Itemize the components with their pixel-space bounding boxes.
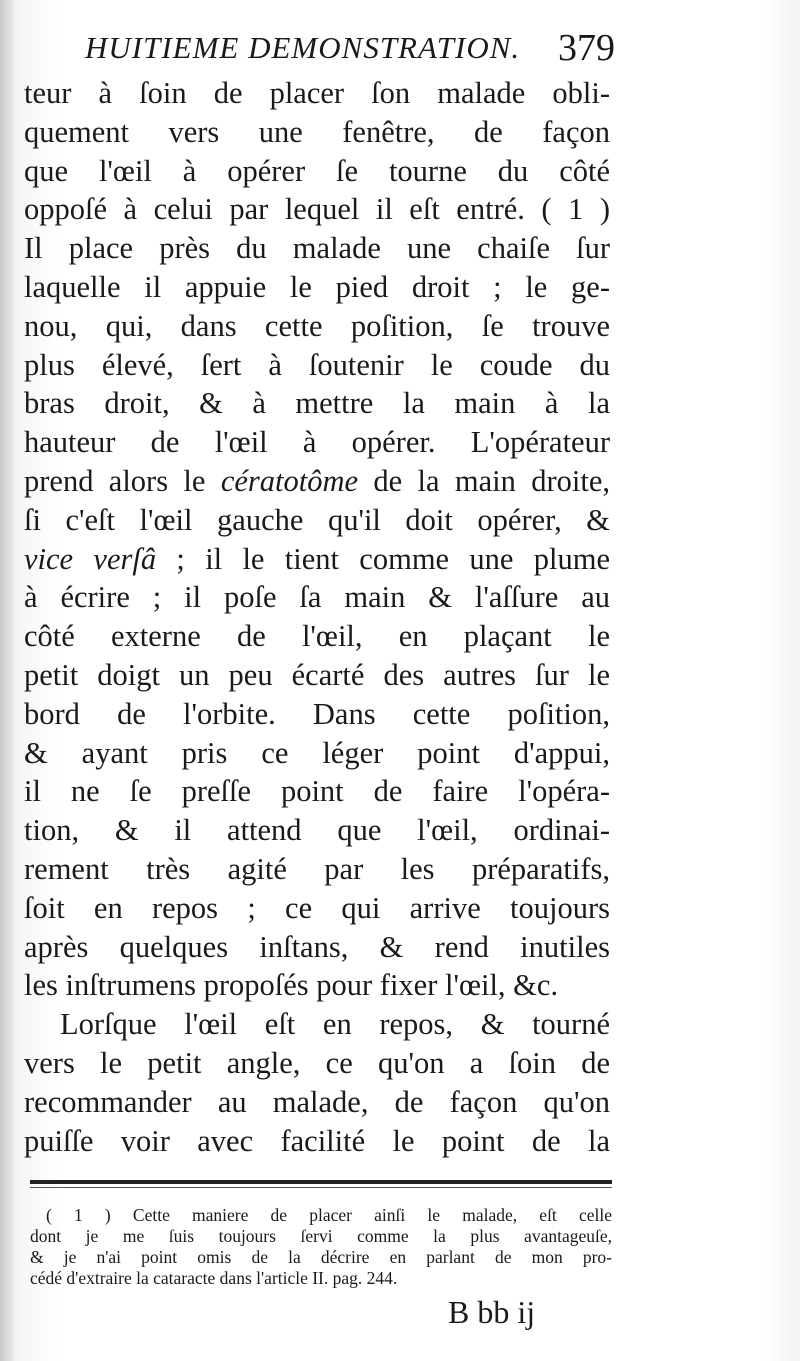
text-line: les inſtrumens propoſés pour fixer l'œil, &c. [24, 968, 559, 1003]
text-line: ſoit en repos ; ce qui arrive toujours [24, 890, 610, 925]
text-line: laquelle il appuie le pied droit ; le ge- [24, 269, 610, 304]
text-line: côté externe de l'œil, en plaçant le [24, 619, 610, 654]
text-line [24, 540, 610, 579]
text-line: que l'œil à opérer ſe tourne du côté [24, 153, 610, 188]
footnote-line: dont je me ſuis toujours ſervi comme la plus avantageuſe, [30, 1226, 612, 1246]
text-line: ſi c'eſt l'œil gauche qu'il doit opérer, & [24, 502, 610, 537]
page-spine-shadow [0, 0, 14, 1361]
text-line: bord de l'orbite. Dans cette poſition, [24, 696, 610, 731]
text-line: plus élevé, ſert à ſoutenir le coude du [24, 347, 610, 382]
text-segment: prend alors le [24, 463, 221, 498]
text-line: bras droit, & à mettre la main à la [24, 386, 610, 421]
text-line: puiſſe voir avec facilité le point de la [24, 1123, 610, 1158]
footnote-rule-thin [30, 1187, 612, 1188]
text-line: teur à ſoin de placer ſon malade obli- [24, 76, 610, 110]
signature-mark: B bb ij [448, 1294, 536, 1330]
body-text [24, 74, 610, 1160]
text-line: tion, & il attend que l'œil, ordinai- [24, 813, 610, 848]
text-line: rement très agité par les préparatifs, [24, 851, 610, 886]
italic-term: cératotôme [220, 463, 359, 498]
text-line: quement vers une fenêtre, de façon [24, 114, 610, 149]
text-line: après quelques inſtans, & rend inutiles [24, 929, 610, 964]
text-line [24, 462, 610, 501]
footnote [30, 1205, 612, 1289]
page-number: 379 [558, 27, 615, 69]
text-line: Il place près du malade une chaiſe ſur [24, 231, 610, 266]
text-line: Lorſque l'œil eſt en repos, & tourné [60, 1007, 610, 1042]
text-line: nou, qui, dans cette poſition, ſe trouve [24, 308, 610, 343]
text-line: & ayant pris ce léger point d'appui, [24, 735, 610, 770]
footnote-rule [30, 1180, 612, 1184]
running-head: HUITIEME DEMONSTRATION. [85, 30, 521, 65]
footnote-line: & je n'ai point omis de la décrire en parlant de mon pro- [30, 1247, 612, 1267]
footnote-line: cédé d'extraire la cataracte dans l'article II. pag. 244. [30, 1268, 398, 1288]
text-segment: ; il le tient comme une plume [156, 541, 610, 576]
text-line: recommander au malade, de façon qu'on [24, 1084, 610, 1119]
text-line: oppoſé à celui par lequel il eſt entré. ( 1 ) [24, 192, 610, 227]
text-line: à écrire ; il poſe ſa main & l'aſſure au [24, 580, 610, 615]
text-line: vers le petit angle, ce qu'on a ſoin de [24, 1045, 610, 1080]
text-segment: de la main droite, [358, 463, 610, 498]
text-line: hauteur de l'œil à opérer. L'opérateur [24, 425, 610, 460]
footnote-line: ( 1 ) Cette maniere de placer ainſi le malade, eſt celle [46, 1205, 612, 1225]
italic-term: vice verſâ [24, 541, 157, 576]
text-line: il ne ſe preſſe point de faire l'opéra- [24, 774, 610, 809]
text-line: petit doigt un peu écarté des autres ſur le [24, 657, 610, 692]
